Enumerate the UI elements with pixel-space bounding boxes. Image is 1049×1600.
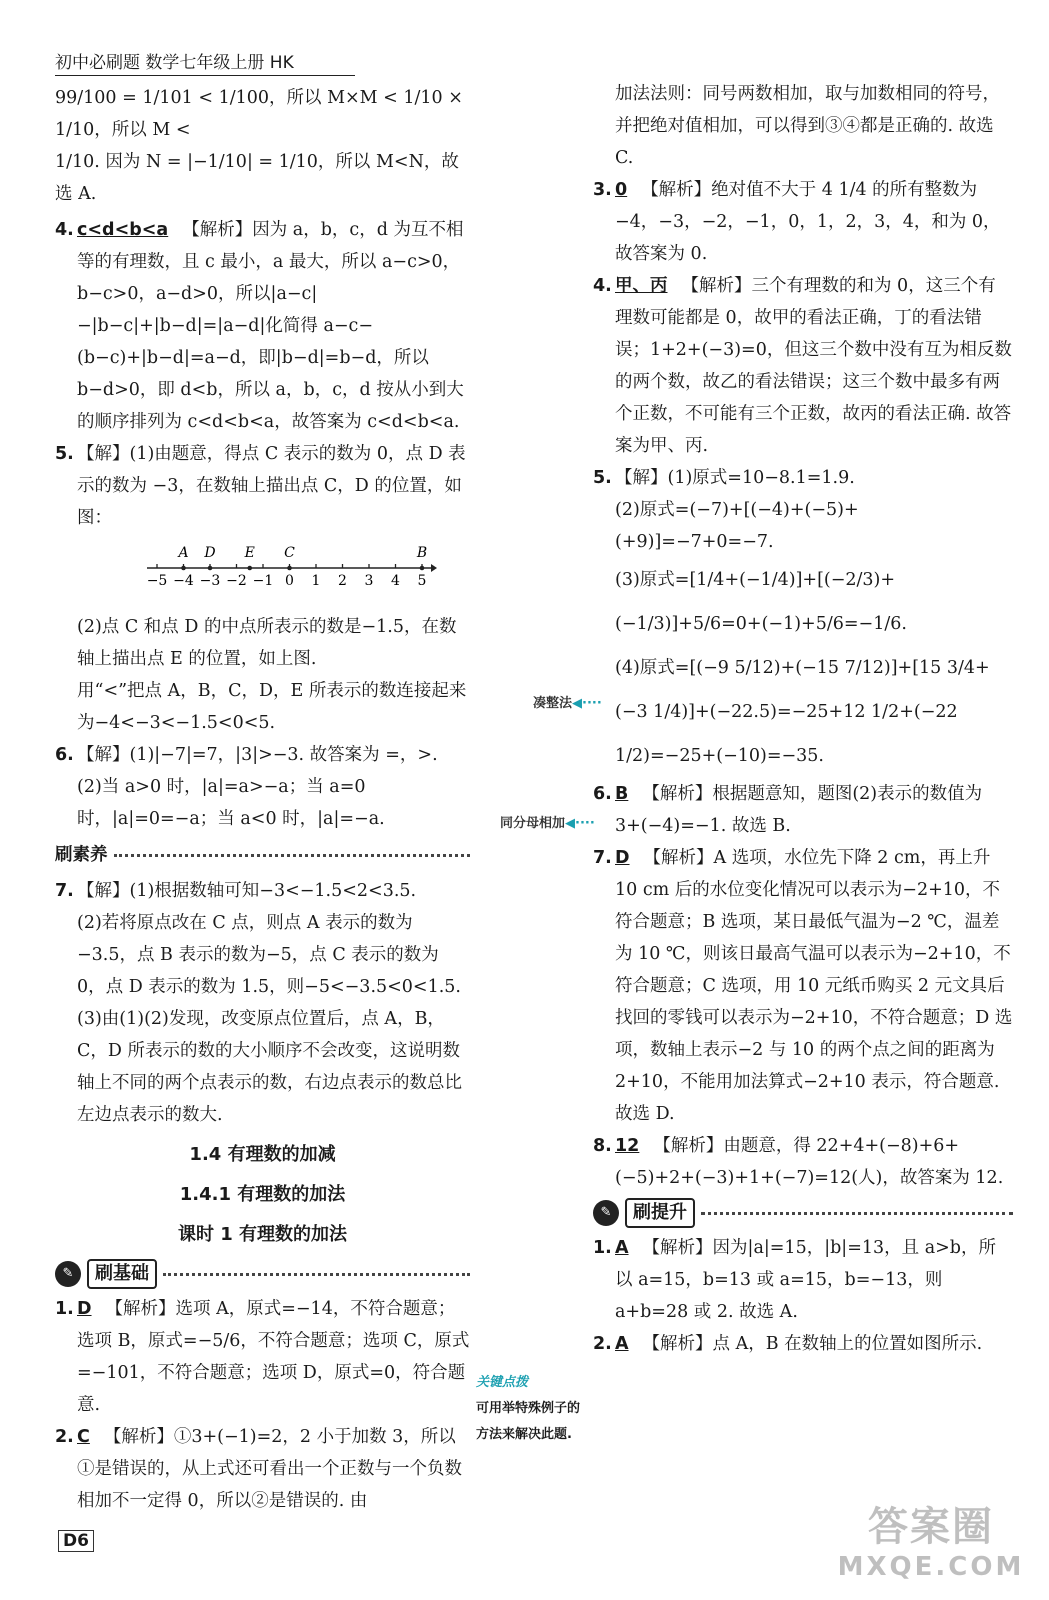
continuation-line-1: 99/100 = 1/101 < 1/100，所以 M×M < 1/10 × 1/10，所以 M <: [55, 88, 463, 140]
question-number: 3.: [593, 180, 612, 200]
section-title-1-4: 1.4 有理数的加减: [189, 1144, 336, 1165]
point-marker: [287, 566, 292, 571]
question-number: 4.: [55, 220, 74, 240]
question-number: 1.: [593, 1238, 612, 1258]
side-note-same-denominator: [500, 812, 595, 831]
answer: B: [615, 784, 629, 804]
question-3: [593, 174, 1013, 270]
point-marker: [420, 566, 425, 571]
key-point-text: 可用举特殊例子的方法来解决此题.: [476, 1401, 581, 1442]
answer: c<d<b<a: [77, 220, 169, 240]
solution-part-2: (2)若将原点改在 C 点，则点 A 表示的数为−3.5，点 B 表示的数为−5，点 C 表示的数为 0，点 D 表示的数为 1.5，则−5<−3.5<0<1.5.: [77, 913, 461, 997]
key-point-title: 关键点拨: [476, 1375, 529, 1390]
question-5: [55, 438, 470, 739]
side-note-rounding: [533, 692, 602, 711]
answer: 0: [615, 180, 628, 200]
point-label: B: [416, 545, 428, 561]
tick-label: 2: [338, 573, 347, 589]
question-number: 6.: [593, 784, 612, 804]
solution-part-1: 【解】(1)原式=10−8.1=1.9.: [615, 468, 855, 488]
pencil-icon: ✎: [593, 1200, 619, 1226]
section-title-1-4-1: 1.4.1 有理数的加法: [179, 1184, 346, 1205]
solution-part-1: 【解】(1)|−7|=7，|3|>−3. 故答案为 =，>.: [77, 745, 438, 765]
tick-label: −5: [147, 573, 168, 589]
badge-shuatisheng: [593, 1198, 1013, 1228]
explanation: 【解析】由题意，得 22+4+(−8)+6+(−5)+2+(−3)+1+(−7)=12(人)，故答案为 12.: [615, 1136, 1004, 1188]
question-number: 8.: [593, 1136, 612, 1156]
answer: A: [615, 1238, 629, 1258]
question-number: 2.: [55, 1427, 74, 1447]
question-number: 5.: [593, 468, 612, 488]
point-label: C: [284, 545, 295, 561]
tick-label: −2: [226, 573, 247, 589]
explanation: 【解析】因为|a|=15，|b|=13，且 a>b，所以 a=15，b=13 或 a=15，b=−13，则 a+b=28 或 2. 故选 A.: [615, 1238, 996, 1322]
question-number: 7.: [593, 848, 612, 868]
tick-label: 0: [285, 573, 294, 589]
question-number: 6.: [55, 745, 74, 765]
tick-label: 3: [364, 573, 374, 589]
point-marker: [247, 566, 252, 571]
point-label: D: [204, 545, 216, 561]
badge-shuajichu: [55, 1259, 470, 1289]
explanation: 【解析】根据题意知，题图(2)表示的数值为 3+(−4)=−1. 故选 B.: [615, 784, 983, 836]
question-6: [593, 778, 1013, 842]
question-6: [55, 739, 470, 835]
advanced-question-2: [593, 1328, 1013, 1360]
question-4: [55, 214, 470, 438]
question-8: [593, 1130, 1013, 1194]
key-point-note: [476, 1370, 588, 1448]
point-label: E: [244, 545, 255, 561]
watermark: [831, 1495, 1031, 1582]
answer: 12: [615, 1136, 640, 1156]
answer: A: [615, 1334, 629, 1354]
continuation-text: 加法法则：同号两数相加，取与加数相同的符号，并把绝对值相加，可以得到③④都是正确的. 故选 C.: [615, 84, 1000, 168]
section-title-lesson-1: 课时 1 有理数的加法: [177, 1224, 348, 1245]
badge-label: 刷提升: [625, 1198, 695, 1228]
arrow-left-icon: ◀····: [565, 816, 595, 831]
explanation: 【解析】A 选项，水位先下降 2 cm，再上升 10 cm 后的水位变化情况可以表示为−2+10，不符合题意；B 选项，某日最低气温为−2 ℃，温差为 10 ℃，则该日最高气温可以表示为−2+10，不符合题意；C 选项，用 10 元纸币购买 2 元文具后找回的零钱可以表示为−2+10，不符合题意；D 选项，数轴上表示−2 与 10 的两个点之间的距离为 2+10，不能用加法算式−2+10 表示，符合题意. 故选 D.: [615, 848, 1013, 1124]
question-number: 5.: [55, 444, 74, 464]
point-marker: [208, 566, 213, 571]
solution-part-1: 【解】(1)由题意，得点 C 表示的数为 0，点 D 表示的数为 −3，在数轴上描出点 C，D 的位置，如图：: [77, 444, 466, 528]
side-note-text: 同分母相加: [500, 816, 566, 831]
section-label: 刷素养: [55, 845, 108, 865]
question-number: 4.: [593, 276, 612, 296]
answer: D: [615, 848, 630, 868]
answer: D: [77, 1299, 92, 1319]
answer: 甲、丙: [615, 276, 668, 296]
question-4: [593, 270, 1013, 462]
tick-label: −3: [199, 573, 221, 589]
solution-part-2: (2)原式=(−7)+[(−4)+(−5)+(+9)]=−7+0=−7.: [615, 500, 859, 552]
question-number: 1.: [55, 1299, 74, 1319]
arrow-left-icon: ◀····: [572, 696, 602, 711]
solution-part-2: (2)当 a>0 时，|a|=a>−a；当 a=0 时，|a|=0=−a；当 a<0 时，|a|=−a.: [77, 777, 385, 829]
section-shuasuyang: [55, 839, 470, 871]
left-column: [55, 82, 470, 1517]
point-marker: [181, 566, 186, 571]
page-number: D6: [58, 1530, 94, 1552]
solution-part-3: (3)由(1)(2)发现，改变原点位置后，点 A，B，C，D 所表示的数的大小顺序不会改变，这说明数轴上不同的两个点表示的数，右边点表示的数总比左边点表示的数大.: [77, 1009, 462, 1125]
question-5: [593, 462, 1013, 778]
tick-label: −1: [252, 573, 274, 589]
question-7: [55, 875, 470, 1131]
tick-label: 4: [391, 573, 400, 589]
solution-part-3: 用“<”把点 A，B，C，D，E 所表示的数连接起来为−4<−3<−1.5<0<5.: [77, 681, 467, 733]
number-line: [147, 544, 470, 601]
page-header: 初中必刷题 数学七年级上册 HK: [55, 48, 355, 76]
continuation-line-2: 1/10. 因为 N = |−1/10| = 1/10，所以 M<N，故选 A.: [55, 152, 459, 204]
point-label: A: [178, 545, 189, 561]
advanced-question-1: [593, 1232, 1013, 1328]
answer: C: [77, 1427, 90, 1447]
basic-question-1: [55, 1293, 470, 1421]
watermark-url: MXQE.COM: [837, 1552, 1025, 1582]
solution-part-3: (3)原式=[1/4+(−1/4)]+[(−2/3)+(−1/3)]+5/6=0+(−1)+5/6=−1/6.: [615, 570, 907, 634]
explanation: 【解析】绝对值不大于 4 1/4 的所有整数为 −4，−3，−2，−1，0，1，2，3，4，和为 0，故答案为 0.: [615, 180, 1001, 264]
basic-question-2: [55, 1421, 470, 1517]
explanation: 【解析】因为 a，b，c，d 为互不相等的有理数，且 c 最小，a 最大，所以 a−c>0，b−c>0，a−d>0，所以|a−c|−|b−c|+|b−d|=|a−d|化简得 a−c−(b−c)+|b−d|=a−d，即|b−d|=b−d，所以 b−d>0，即 d<b，所以 a，b，c，d 按从小到大的顺序排列为 c<d<b<a，故答案为 c<d<b<a.: [77, 220, 464, 432]
tick-label: 1: [311, 573, 321, 589]
tick-label: −4: [173, 573, 194, 589]
solution-part-1: 【解】(1)根据数轴可知−3<−1.5<2<3.5.: [77, 881, 417, 901]
question-number: 7.: [55, 881, 74, 901]
tick-label: 5: [417, 573, 427, 589]
solution-part-4: (4)原式=[(−9 5/12)+(−15 7/12)]+[15 3/4+(−3 1/4)]+(−22.5)=−25+12 1/2+(−22 1/2)=−25+(−10)=−35.: [615, 658, 990, 766]
badge-label: 刷基础: [87, 1259, 157, 1289]
question-7: [593, 842, 1013, 1130]
explanation: 【解析】三个有理数的和为 0，这三个有理数可能都是 0，故甲的看法正确，丁的看法错误；1+2+(−3)=0，但这三个数中没有互为相反数的两个数，故乙的看法错误；这三个数中最多有两个正数，不可能有三个正数，故丙的看法正确. 故答案为甲、丙.: [615, 276, 1012, 456]
explanation: 【解析】选项 A，原式=−14，不符合题意；选项 B，原式=−5/6，不符合题意；选项 C，原式=−101，不符合题意；选项 D，原式=0，符合题意.: [77, 1299, 470, 1415]
right-column: [593, 78, 1013, 1360]
side-note-text: 凑整法: [533, 696, 573, 711]
explanation: 【解析】①3+(−1)=2，2 小于加数 3，所以①是错误的，从上式还可看出一个正数与一个负数相加不一定得 0，所以②是错误的. 由: [77, 1427, 462, 1511]
explanation: 【解析】点 A，B 在数轴上的位置如图所示.: [642, 1334, 983, 1354]
watermark-logo: 答案圈: [868, 1504, 994, 1550]
question-number: 2.: [593, 1334, 612, 1354]
solution-part-2: (2)点 C 和点 D 的中点所表示的数是−1.5，在数轴上描出点 E 的位置，如上图.: [77, 617, 457, 669]
pencil-icon: ✎: [55, 1261, 81, 1287]
